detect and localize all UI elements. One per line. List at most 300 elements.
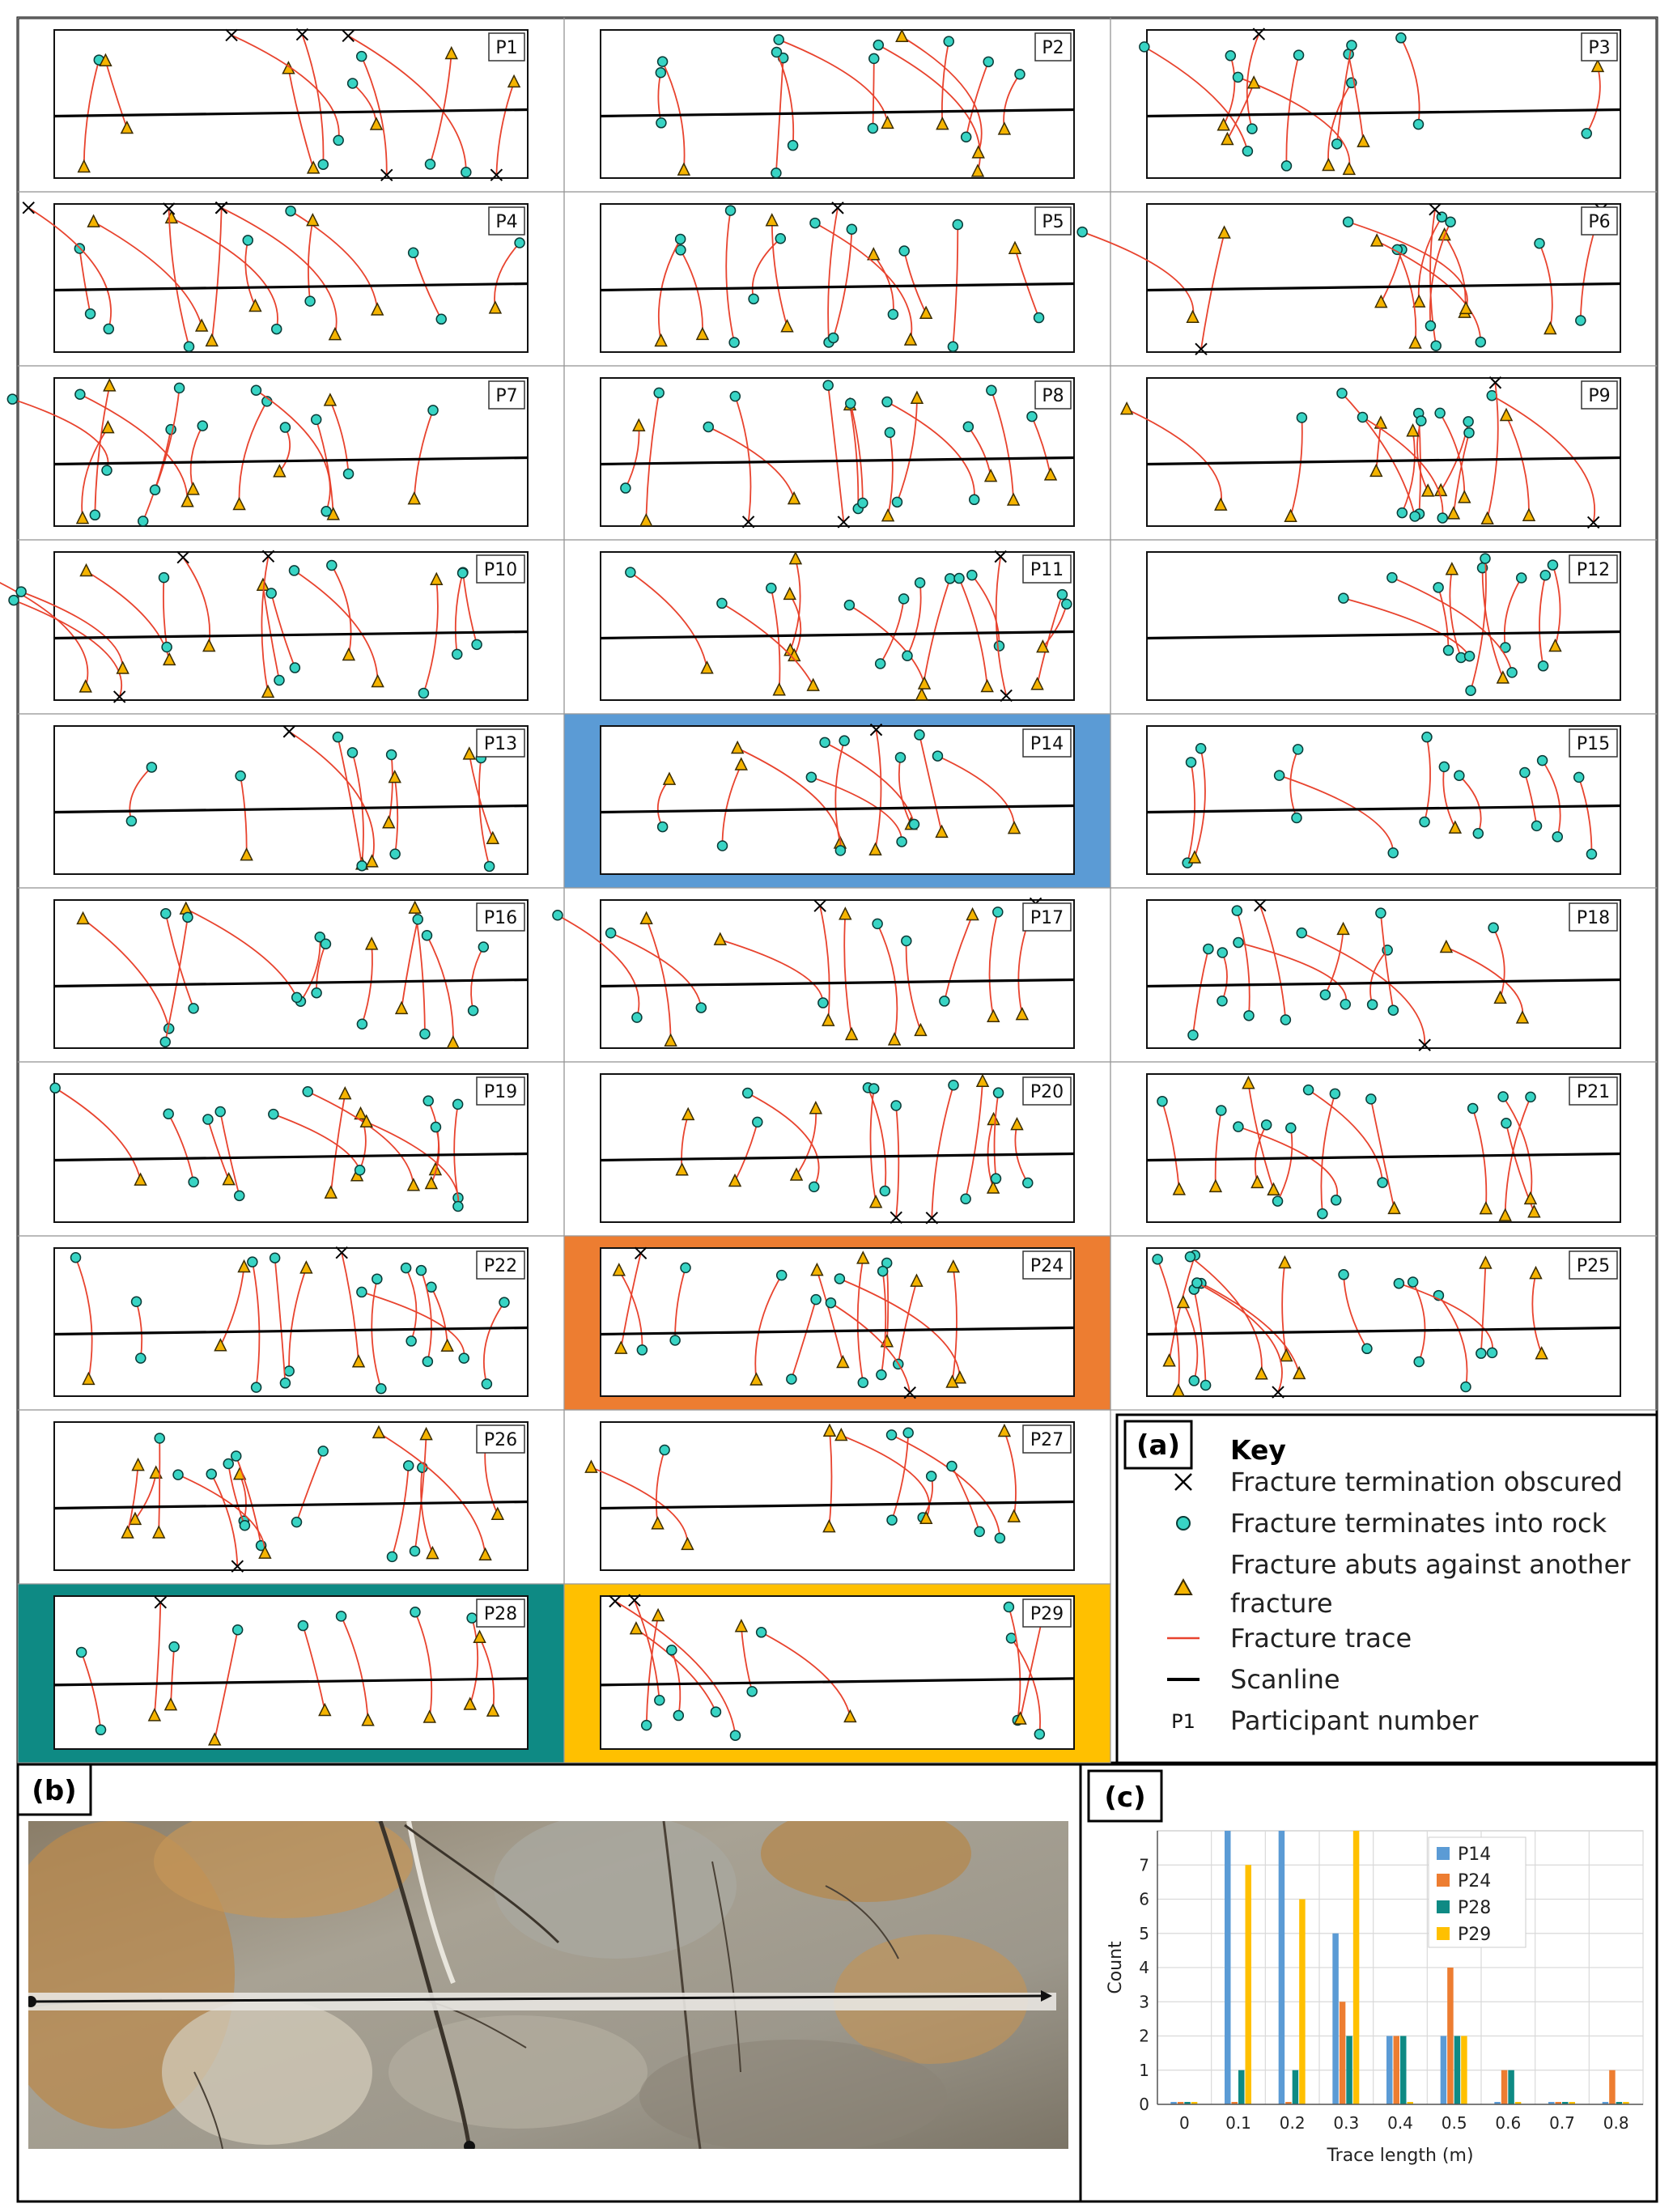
terminates-in-rock-marker: [357, 52, 367, 62]
terminates-in-rock-marker: [909, 819, 919, 829]
terminates-in-rock-marker: [730, 1730, 740, 1740]
terminates-in-rock-marker: [632, 1013, 642, 1022]
participant-map-p7: [7, 366, 564, 540]
terminates-in-rock-marker: [321, 939, 330, 949]
terminates-in-rock-marker: [774, 35, 783, 45]
terminates-in-rock-marker: [1234, 1122, 1243, 1131]
map-frame: [601, 1596, 1074, 1749]
terminates-in-rock-marker: [410, 1607, 420, 1617]
terminates-in-rock-marker: [891, 1101, 901, 1110]
terminates-in-rock-marker: [868, 123, 877, 133]
terminates-in-rock-marker: [1034, 313, 1044, 323]
legend-swatch: [1437, 1874, 1450, 1887]
panel-c-histogram: [1081, 1764, 1657, 2201]
terminates-in-rock-marker: [1535, 239, 1544, 248]
terminates-in-rock-marker: [703, 422, 713, 431]
terminates-in-rock-marker: [787, 1374, 796, 1384]
terminates-in-rock-marker: [86, 309, 96, 319]
terminates-in-rock-marker: [975, 1526, 984, 1536]
bar-p28: [1508, 2070, 1514, 2104]
terminates-in-rock-marker: [991, 1174, 1000, 1183]
terminates-in-rock-marker: [292, 1518, 302, 1527]
terminates-in-rock-marker: [1487, 391, 1497, 401]
key-item-label: Participant number: [1230, 1705, 1479, 1736]
terminates-in-rock-marker: [215, 1106, 225, 1116]
terminates-in-rock-marker: [1286, 1123, 1296, 1133]
legend-label: P14: [1458, 1845, 1492, 1865]
terminates-in-rock-marker: [422, 1356, 432, 1366]
x-tick-label: 0.7: [1549, 2113, 1575, 2133]
key-item-circle: [1177, 1508, 1607, 1539]
terminates-in-rock-marker: [1378, 1178, 1387, 1187]
terminates-in-rock-marker: [1337, 388, 1347, 398]
terminates-in-rock-marker: [169, 1642, 179, 1652]
terminates-in-rock-marker: [749, 294, 758, 304]
terminates-in-rock-marker: [945, 574, 955, 584]
terminates-in-rock-marker: [452, 649, 462, 659]
x-tick-label: 0.8: [1603, 2113, 1629, 2133]
terminates-in-rock-marker: [730, 392, 740, 401]
terminates-in-rock-marker: [1414, 1357, 1424, 1367]
terminates-in-rock-marker: [458, 568, 468, 578]
terminates-in-rock-marker: [1023, 1178, 1033, 1188]
terminates-in-rock-marker: [718, 841, 728, 851]
terminates-in-rock-marker: [235, 1191, 244, 1200]
y-tick-label: 1: [1139, 2060, 1149, 2080]
terminates-in-rock-marker: [726, 206, 736, 215]
terminates-in-rock-marker: [717, 598, 727, 608]
terminates-in-rock-marker: [1247, 124, 1257, 134]
participant-label: P16: [483, 908, 518, 928]
terminates-in-rock-marker: [880, 1186, 890, 1195]
bar-p24: [1501, 2070, 1508, 2104]
terminates-in-rock-marker: [280, 1378, 290, 1388]
terminates-in-rock-marker: [312, 988, 321, 998]
terminates-in-rock-marker: [467, 1613, 477, 1623]
outcrop-photo: [0, 1805, 1068, 2153]
terminates-in-rock-marker: [252, 1382, 261, 1392]
terminates-in-rock-marker: [1552, 832, 1562, 842]
terminates-in-rock-marker: [1473, 829, 1483, 839]
terminates-in-rock-marker: [160, 1037, 170, 1047]
terminates-in-rock-marker: [515, 238, 524, 248]
terminates-in-rock-marker: [1435, 408, 1445, 418]
participant-map-p9: [1110, 366, 1657, 540]
terminates-in-rock-marker: [927, 1471, 936, 1481]
map-frame: [601, 1248, 1074, 1396]
key-item-label-continued: fracture: [1230, 1588, 1333, 1619]
terminates-in-rock-marker: [1376, 908, 1386, 918]
terminates-in-rock-marker: [1433, 583, 1443, 592]
terminates-in-rock-marker: [1330, 1089, 1340, 1098]
participant-label: P11: [1030, 560, 1064, 580]
terminates-in-rock-marker: [1293, 745, 1303, 754]
terminates-in-rock-marker: [897, 837, 907, 847]
terminates-in-rock-marker: [757, 1628, 766, 1637]
terminates-in-rock-marker: [1420, 817, 1429, 826]
terminates-in-rock-marker: [1468, 1103, 1478, 1113]
legend-label: P29: [1458, 1925, 1492, 1945]
terminates-in-rock-marker: [1006, 1633, 1016, 1643]
map-frame: [1147, 1074, 1620, 1222]
participant-map-p4: [18, 192, 564, 366]
terminates-in-rock-marker: [658, 822, 668, 832]
y-tick-label: 2: [1139, 2026, 1149, 2046]
participant-label: P2: [1042, 38, 1064, 58]
terminates-in-rock-marker: [404, 1461, 414, 1471]
terminates-in-rock-marker: [422, 931, 431, 940]
participant-map-p27: [564, 1410, 1110, 1584]
terminates-in-rock-marker: [431, 1123, 440, 1132]
terminates-in-rock-marker: [203, 1114, 213, 1124]
participant-label: P17: [1030, 908, 1064, 928]
terminates-in-rock-marker: [829, 333, 839, 342]
key-legend: [1117, 1415, 1657, 1763]
terminates-in-rock-marker: [485, 861, 495, 871]
terminates-in-rock-marker: [1532, 821, 1542, 830]
terminates-in-rock-marker: [777, 1271, 787, 1280]
terminates-in-rock-marker: [136, 1353, 146, 1363]
terminates-in-rock-marker: [1217, 948, 1227, 957]
terminates-in-rock-marker: [1153, 1255, 1162, 1264]
terminates-in-rock-marker: [197, 421, 207, 431]
terminates-in-rock-marker: [826, 1298, 835, 1308]
terminates-in-rock-marker: [656, 118, 666, 128]
map-frame: [1147, 726, 1620, 874]
terminates-in-rock-marker: [104, 324, 113, 333]
key-item-label: Fracture termination obscured: [1230, 1467, 1623, 1497]
participant-label: P25: [1576, 1256, 1611, 1276]
terminates-in-rock-marker: [673, 1711, 683, 1721]
terminates-in-rock-marker: [425, 159, 435, 169]
terminates-in-rock-marker: [1234, 72, 1243, 82]
terminates-in-rock-marker: [1517, 573, 1527, 583]
terminates-in-rock-marker: [472, 639, 482, 649]
participant-label: P28: [483, 1604, 518, 1624]
terminates-in-rock-marker: [1538, 756, 1548, 766]
panel-b-label: (b): [32, 1775, 77, 1807]
bar-p14: [1225, 1831, 1231, 2104]
terminates-in-rock-marker: [1217, 996, 1227, 1006]
terminates-in-rock-marker: [1320, 990, 1330, 1000]
participant-label: P3: [1588, 38, 1611, 58]
legend-label: P28: [1458, 1898, 1492, 1918]
terminates-in-rock-marker: [1034, 1730, 1044, 1739]
terminates-in-rock-marker: [1397, 508, 1407, 518]
terminates-in-rock-marker: [949, 1081, 958, 1090]
terminates-in-rock-marker: [321, 507, 331, 516]
terminates-in-rock-marker: [823, 380, 833, 390]
terminates-in-rock-marker: [183, 912, 193, 922]
key-item-label: Fracture terminates into rock: [1230, 1508, 1607, 1539]
terminates-in-rock-marker: [236, 771, 245, 781]
terminates-in-rock-marker: [642, 1721, 652, 1730]
participant-label: P10: [483, 560, 518, 580]
terminates-in-rock-marker: [1318, 1209, 1327, 1219]
participant-label: P13: [483, 734, 518, 754]
terminates-in-rock-marker: [1294, 50, 1304, 60]
terminates-in-rock-marker: [621, 483, 631, 493]
terminates-in-rock-marker: [887, 1430, 897, 1440]
participant-map-p17: [553, 888, 1110, 1062]
terminates-in-rock-marker: [1225, 51, 1235, 61]
terminates-in-rock-marker: [1280, 1015, 1290, 1025]
bar-p14: [1441, 2036, 1447, 2105]
participant-label: P22: [483, 1256, 518, 1276]
terminates-in-rock-marker: [869, 53, 879, 63]
terminates-in-rock-marker: [163, 1109, 173, 1119]
terminates-in-rock-marker: [1262, 1120, 1272, 1130]
terminates-in-rock-marker: [387, 1552, 397, 1561]
terminates-in-rock-marker: [303, 1087, 312, 1097]
key-title: Key: [1230, 1434, 1286, 1466]
panel-b-outcrop-photo: [0, 1764, 1081, 2201]
terminates-in-rock-marker: [333, 732, 342, 742]
participant-map-p29: [564, 1584, 1110, 1763]
terminates-in-rock-marker: [1232, 906, 1242, 915]
terminates-in-rock-marker: [903, 1428, 913, 1437]
terminates-in-rock-marker: [1394, 1279, 1403, 1289]
terminates-in-rock-marker: [77, 1647, 87, 1657]
x-axis-label: Trace length (m): [1327, 2146, 1474, 2166]
terminates-in-rock-marker: [877, 1370, 886, 1380]
x-tick-label: 0: [1178, 2113, 1190, 2133]
terminates-in-rock-marker: [606, 928, 616, 938]
terminates-in-rock-marker: [132, 1297, 142, 1306]
terminates-in-rock-marker: [469, 1006, 478, 1016]
terminates-in-rock-marker: [656, 68, 665, 78]
participant-map-p8: [564, 366, 1110, 540]
terminates-in-rock-marker: [243, 236, 253, 245]
terminates-in-rock-marker: [834, 1274, 844, 1284]
terminates-in-rock-marker: [344, 469, 354, 478]
panel-c-label: (c): [1104, 1781, 1146, 1814]
terminates-in-rock-marker: [729, 338, 739, 347]
key-item-label: Scanline: [1230, 1664, 1340, 1695]
terminates-in-rock-marker: [847, 224, 856, 234]
terminates-in-rock-marker: [1273, 1196, 1283, 1206]
terminates-in-rock-marker: [1461, 1382, 1471, 1391]
terminates-in-rock-marker: [499, 1297, 509, 1307]
terminates-in-rock-marker: [766, 584, 776, 593]
terminates-in-rock-marker: [970, 495, 979, 504]
participant-map-p14: [564, 714, 1110, 888]
participant-label: P18: [1576, 908, 1611, 928]
terminates-in-rock-marker: [1539, 661, 1548, 671]
terminates-in-rock-marker: [1332, 139, 1342, 149]
y-tick-label: 5: [1139, 1923, 1149, 1943]
terminates-in-rock-marker: [272, 325, 282, 334]
terminates-in-rock-marker: [994, 641, 1004, 651]
participant-label: P9: [1588, 386, 1611, 406]
participant-map-p19: [18, 1062, 564, 1236]
terminates-in-rock-marker: [413, 915, 422, 924]
terminates-in-rock-marker: [967, 571, 977, 580]
terminates-in-rock-marker: [1408, 1277, 1418, 1287]
terminates-in-rock-marker: [667, 1645, 677, 1655]
bar-p24: [1609, 2070, 1616, 2104]
terminates-in-rock-marker: [1368, 1000, 1378, 1009]
terminates-in-rock-marker: [175, 383, 185, 393]
terminates-in-rock-marker: [410, 1547, 419, 1556]
terminates-in-rock-marker: [771, 47, 781, 57]
terminates-in-rock-marker: [453, 1099, 463, 1109]
terminates-in-rock-marker: [696, 1003, 706, 1013]
terminates-in-rock-marker: [885, 427, 894, 437]
terminates-in-rock-marker: [1187, 758, 1196, 767]
terminates-in-rock-marker: [915, 578, 925, 588]
terminates-in-rock-marker: [983, 57, 993, 66]
terminates-in-rock-marker: [1476, 1348, 1486, 1358]
terminates-in-rock-marker: [266, 588, 276, 598]
terminates-in-rock-marker: [409, 248, 418, 257]
terminates-in-rock-marker: [427, 1282, 436, 1292]
terminates-in-rock-marker: [987, 385, 996, 395]
terminates-in-rock-marker: [1157, 1097, 1167, 1106]
bar-p29: [1461, 2036, 1467, 2105]
bar-p29: [1353, 1831, 1360, 2104]
terminates-in-rock-marker: [240, 1521, 249, 1531]
terminates-in-rock-marker: [337, 1611, 346, 1621]
terminates-in-rock-marker: [1465, 652, 1475, 661]
terminates-in-rock-marker: [888, 309, 898, 319]
key-symbol-text: P1: [1171, 1710, 1195, 1733]
participant-map-p16: [18, 888, 564, 1062]
terminates-in-rock-marker: [711, 1707, 720, 1717]
x-tick-label: 0.3: [1333, 2113, 1360, 2133]
terminates-in-rock-marker: [173, 1470, 183, 1480]
terminates-in-rock-marker: [743, 1089, 753, 1098]
participant-map-p13: [18, 714, 564, 888]
terminates-in-rock-marker: [231, 1451, 241, 1461]
terminates-in-rock-marker: [1297, 413, 1306, 422]
participant-map-p12: [1110, 540, 1657, 714]
terminates-in-rock-marker: [809, 1182, 819, 1191]
map-frame: [54, 900, 528, 1048]
terminates-in-rock-marker: [1347, 40, 1357, 50]
terminates-in-rock-marker: [1540, 571, 1550, 580]
terminates-in-rock-marker: [318, 159, 328, 169]
terminates-in-rock-marker: [553, 911, 563, 920]
terminates-in-rock-marker: [1344, 217, 1353, 227]
terminates-in-rock-marker: [1281, 161, 1291, 171]
terminates-in-rock-marker: [948, 342, 958, 351]
terminates-in-rock-marker: [416, 1266, 426, 1276]
terminates-in-rock-marker: [269, 1110, 278, 1119]
participant-label: P26: [483, 1430, 518, 1450]
participant-label: P7: [495, 386, 518, 406]
terminates-in-rock-marker: [835, 846, 845, 856]
terminates-in-rock-marker: [1077, 227, 1087, 237]
map-frame: [1147, 30, 1620, 178]
participant-map-p20: [564, 1062, 1110, 1236]
terminates-in-rock-marker: [873, 919, 882, 928]
terminates-in-rock-marker: [844, 601, 854, 610]
participant-label: P24: [1030, 1256, 1064, 1276]
terminates-in-rock-marker: [96, 1725, 106, 1734]
terminates-in-rock-marker: [298, 1621, 308, 1631]
terminates-in-rock-marker: [347, 748, 357, 758]
terminates-in-rock-marker: [436, 314, 446, 324]
key-item-cross: [1175, 1467, 1623, 1497]
terminates-in-rock-marker: [284, 1366, 294, 1376]
terminates-in-rock-marker: [1304, 1085, 1314, 1095]
participant-label: P1: [495, 38, 518, 58]
terminates-in-rock-marker: [7, 394, 17, 404]
map-frame: [601, 1422, 1074, 1570]
terminates-in-rock-marker: [138, 516, 148, 526]
terminates-in-rock-marker: [902, 936, 911, 946]
participant-map-p1: [18, 18, 564, 192]
terminates-in-rock-marker: [1582, 129, 1591, 138]
terminates-in-rock-marker: [963, 422, 973, 431]
terminates-in-rock-marker: [811, 1295, 821, 1305]
terminates-in-rock-marker: [753, 1117, 762, 1127]
x-tick-label: 0.5: [1441, 2113, 1467, 2133]
terminates-in-rock-marker: [478, 942, 488, 952]
key-item-label: Fracture abuts against another: [1230, 1549, 1631, 1580]
terminates-in-rock-marker: [453, 1202, 463, 1212]
terminates-in-rock-marker: [387, 749, 397, 759]
participant-label: P20: [1030, 1082, 1064, 1102]
y-axis-label: Count: [1106, 1941, 1126, 1994]
bar-p28: [1454, 2036, 1461, 2105]
terminates-in-rock-marker: [1410, 512, 1420, 521]
map-frame: [1147, 1248, 1620, 1396]
terminates-in-rock-marker: [1192, 1278, 1202, 1288]
map-frame: [601, 900, 1074, 1048]
terminates-in-rock-marker: [348, 79, 358, 88]
terminates-in-rock-marker: [1234, 938, 1243, 948]
map-frame: [1147, 900, 1620, 1048]
terminates-in-rock-marker: [71, 1253, 81, 1263]
terminates-in-rock-marker: [1292, 813, 1301, 823]
terminates-in-rock-marker: [270, 1253, 280, 1263]
terminates-in-rock-marker: [1488, 1348, 1497, 1357]
terminates-in-rock-marker: [482, 1379, 491, 1389]
participant-label: P8: [1042, 386, 1064, 406]
terminates-in-rock-marker: [994, 1088, 1004, 1098]
bar-p28: [1293, 2070, 1299, 2104]
terminates-in-rock-marker: [461, 168, 471, 177]
bar-p29: [1299, 1900, 1306, 2105]
terminates-in-rock-marker: [775, 234, 785, 244]
participant-label: P21: [1576, 1082, 1611, 1102]
terminates-in-rock-marker: [418, 1463, 427, 1472]
terminates-in-rock-marker: [1387, 573, 1397, 583]
map-frame: [601, 204, 1074, 352]
terminates-in-rock-marker: [1185, 1252, 1195, 1262]
terminates-in-rock-marker: [788, 141, 798, 151]
terminates-in-rock-marker: [305, 296, 315, 306]
terminates-in-rock-marker: [357, 1287, 367, 1297]
terminates-in-rock-marker: [810, 219, 820, 228]
terminates-in-rock-marker: [1189, 1376, 1199, 1386]
bar-p14: [1332, 1934, 1339, 2104]
terminates-in-rock-marker: [1204, 944, 1213, 953]
terminates-in-rock-marker: [428, 405, 438, 415]
participant-label: P15: [1576, 734, 1611, 754]
terminates-in-rock-marker: [953, 220, 962, 230]
terminates-in-rock-marker: [390, 849, 400, 859]
terminates-in-rock-marker: [932, 751, 942, 761]
terminates-in-rock-marker: [902, 651, 912, 660]
y-tick-label: 7: [1139, 1855, 1149, 1875]
terminates-in-rock-marker: [155, 1433, 164, 1443]
terminates-in-rock-marker: [626, 567, 635, 577]
terminates-in-rock-marker: [50, 1083, 60, 1093]
participant-label: P29: [1030, 1604, 1064, 1624]
